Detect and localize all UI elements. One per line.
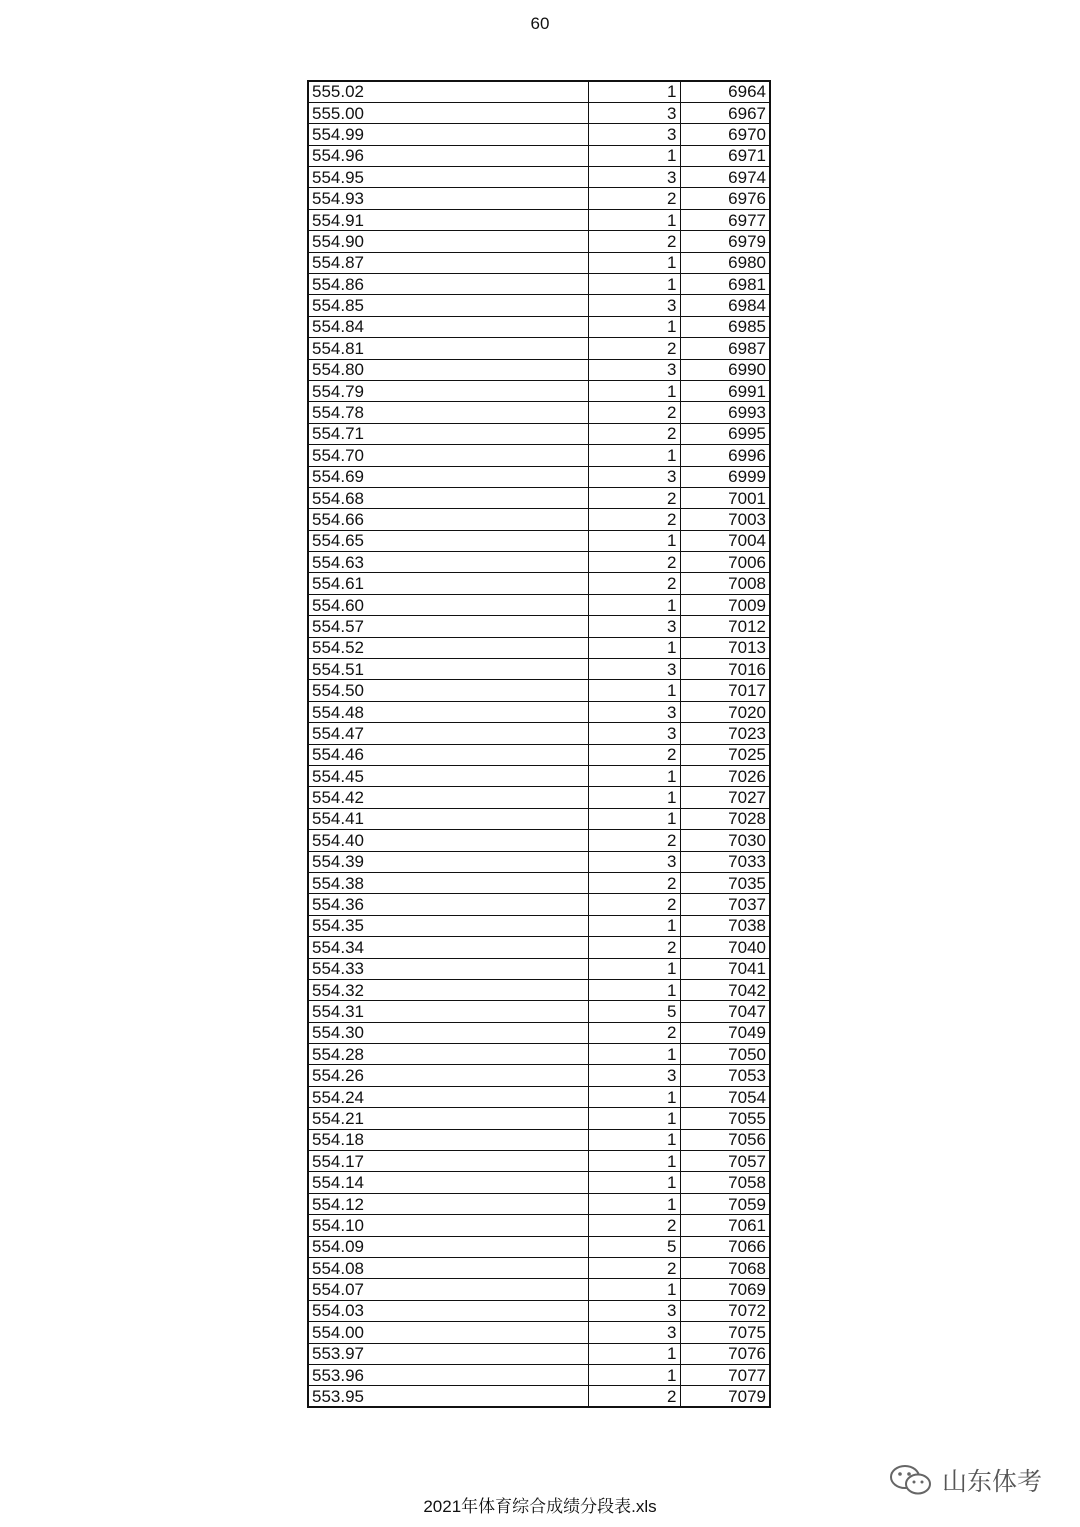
cumulative-cell: 7028 [680, 808, 770, 829]
score-cell: 554.79 [308, 380, 588, 401]
cumulative-cell: 6985 [680, 316, 770, 337]
cumulative-cell: 7069 [680, 1279, 770, 1300]
score-cell: 554.86 [308, 274, 588, 295]
table-row [308, 552, 770, 573]
cumulative-cell: 7003 [680, 509, 770, 530]
cumulative-cell: 6984 [680, 295, 770, 316]
count-cell: 2 [588, 1386, 680, 1407]
score-cell: 554.33 [308, 958, 588, 979]
cumulative-cell: 7025 [680, 744, 770, 765]
table-row [308, 872, 770, 893]
count-cell: 2 [588, 872, 680, 893]
count-cell: 1 [588, 1108, 680, 1129]
cumulative-cell: 7009 [680, 594, 770, 615]
table-row [308, 1300, 770, 1321]
cumulative-cell: 7038 [680, 915, 770, 936]
score-cell: 554.45 [308, 766, 588, 787]
table-row [308, 295, 770, 316]
table-row [308, 1044, 770, 1065]
cumulative-cell: 7079 [680, 1386, 770, 1407]
table-row [308, 338, 770, 359]
cumulative-cell: 7076 [680, 1343, 770, 1364]
cumulative-cell: 7008 [680, 573, 770, 594]
score-cell: 554.36 [308, 894, 588, 915]
cumulative-cell: 7066 [680, 1236, 770, 1257]
cumulative-cell: 6991 [680, 380, 770, 401]
cumulative-cell: 6976 [680, 188, 770, 209]
cumulative-cell: 6964 [680, 81, 770, 102]
cumulative-cell: 7061 [680, 1215, 770, 1236]
cumulative-cell: 6990 [680, 359, 770, 380]
count-cell: 1 [588, 1129, 680, 1150]
table-row [308, 124, 770, 145]
count-cell: 1 [588, 1151, 680, 1172]
cumulative-cell: 6977 [680, 209, 770, 230]
score-cell: 554.21 [308, 1108, 588, 1129]
score-cell: 554.41 [308, 808, 588, 829]
table-row [308, 594, 770, 615]
score-cell: 554.07 [308, 1279, 588, 1300]
score-cell: 554.70 [308, 445, 588, 466]
table-row [308, 744, 770, 765]
table-row [308, 167, 770, 188]
table-row [308, 1236, 770, 1257]
score-cell: 554.32 [308, 979, 588, 1000]
cumulative-cell: 6974 [680, 167, 770, 188]
score-cell: 554.35 [308, 915, 588, 936]
table-row [308, 1364, 770, 1385]
count-cell: 3 [588, 359, 680, 380]
count-cell: 1 [588, 1343, 680, 1364]
cumulative-cell: 7075 [680, 1322, 770, 1343]
cumulative-cell: 7035 [680, 872, 770, 893]
cumulative-cell: 7041 [680, 958, 770, 979]
score-cell: 554.87 [308, 252, 588, 273]
table-row [308, 915, 770, 936]
table-row [308, 701, 770, 722]
table-row [308, 102, 770, 123]
cumulative-cell: 6979 [680, 231, 770, 252]
cumulative-cell: 6970 [680, 124, 770, 145]
table-row [308, 466, 770, 487]
table-row [308, 81, 770, 102]
table-row [308, 1257, 770, 1278]
cumulative-cell: 7004 [680, 530, 770, 551]
count-cell: 1 [588, 915, 680, 936]
score-cell: 554.17 [308, 1151, 588, 1172]
cumulative-cell: 7049 [680, 1022, 770, 1043]
score-cell: 554.38 [308, 872, 588, 893]
cumulative-cell: 7057 [680, 1151, 770, 1172]
count-cell: 1 [588, 530, 680, 551]
count-cell: 1 [588, 252, 680, 273]
cumulative-cell: 7026 [680, 766, 770, 787]
table-row [308, 231, 770, 252]
score-cell: 554.42 [308, 787, 588, 808]
table-row [308, 808, 770, 829]
score-cell: 554.47 [308, 723, 588, 744]
cumulative-cell: 7016 [680, 659, 770, 680]
cumulative-cell: 6981 [680, 274, 770, 295]
cumulative-cell: 6996 [680, 445, 770, 466]
table-row [308, 937, 770, 958]
score-cell: 554.28 [308, 1044, 588, 1065]
cumulative-cell: 7033 [680, 851, 770, 872]
watermark-text: 山东体考 [942, 1468, 1043, 1496]
table-row [308, 423, 770, 444]
wechat-icon [888, 1463, 934, 1497]
count-cell: 3 [588, 1065, 680, 1086]
count-cell: 2 [588, 1257, 680, 1278]
table-row [308, 188, 770, 209]
table-row [308, 1386, 770, 1407]
count-cell: 1 [588, 637, 680, 658]
count-cell: 3 [588, 723, 680, 744]
table-row [308, 616, 770, 637]
table-row [308, 979, 770, 1000]
table-row [308, 680, 770, 701]
count-cell: 3 [588, 701, 680, 722]
score-cell: 554.39 [308, 851, 588, 872]
score-cell: 553.95 [308, 1386, 588, 1407]
table-row [308, 209, 770, 230]
page-number: 60 [530, 14, 550, 33]
count-cell: 1 [588, 1193, 680, 1214]
table-row [308, 1108, 770, 1129]
count-cell: 1 [588, 958, 680, 979]
table-row [308, 1172, 770, 1193]
score-cell: 554.18 [308, 1129, 588, 1150]
count-cell: 1 [588, 1279, 680, 1300]
cumulative-cell: 7012 [680, 616, 770, 637]
count-cell: 3 [588, 1322, 680, 1343]
table-row [308, 380, 770, 401]
cumulative-cell: 6999 [680, 466, 770, 487]
cumulative-cell: 7053 [680, 1065, 770, 1086]
score-cell: 554.93 [308, 188, 588, 209]
score-cell: 554.95 [308, 167, 588, 188]
score-cell: 554.68 [308, 487, 588, 508]
table-row [308, 316, 770, 337]
count-cell: 3 [588, 1300, 680, 1321]
cumulative-cell: 7030 [680, 830, 770, 851]
count-cell: 2 [588, 487, 680, 508]
cumulative-cell: 7068 [680, 1257, 770, 1278]
count-cell: 3 [588, 659, 680, 680]
cumulative-cell: 7020 [680, 701, 770, 722]
count-cell: 1 [588, 209, 680, 230]
count-cell: 1 [588, 1086, 680, 1107]
cumulative-cell: 6971 [680, 145, 770, 166]
count-cell: 5 [588, 1236, 680, 1257]
count-cell: 1 [588, 81, 680, 102]
score-cell: 554.34 [308, 937, 588, 958]
cumulative-cell: 6995 [680, 423, 770, 444]
cumulative-cell: 7017 [680, 680, 770, 701]
table-row [308, 787, 770, 808]
table-row [308, 359, 770, 380]
score-cell: 554.66 [308, 509, 588, 530]
cumulative-cell: 6980 [680, 252, 770, 273]
score-cell: 554.91 [308, 209, 588, 230]
count-cell: 2 [588, 830, 680, 851]
score-cell: 554.14 [308, 1172, 588, 1193]
table-row [308, 1129, 770, 1150]
score-cell: 554.00 [308, 1322, 588, 1343]
cumulative-cell: 7047 [680, 1001, 770, 1022]
score-cell: 554.90 [308, 231, 588, 252]
cumulative-cell: 7058 [680, 1172, 770, 1193]
score-cell: 555.00 [308, 102, 588, 123]
count-cell: 2 [588, 744, 680, 765]
cumulative-cell: 7027 [680, 787, 770, 808]
cumulative-cell: 6967 [680, 102, 770, 123]
cumulative-cell: 7001 [680, 487, 770, 508]
cumulative-cell: 7056 [680, 1129, 770, 1150]
count-cell: 1 [588, 145, 680, 166]
score-cell: 554.80 [308, 359, 588, 380]
count-cell: 1 [588, 1364, 680, 1385]
table-row [308, 509, 770, 530]
count-cell: 2 [588, 338, 680, 359]
table-row [308, 659, 770, 680]
score-cell: 554.52 [308, 637, 588, 658]
count-cell: 1 [588, 380, 680, 401]
cumulative-cell: 7006 [680, 552, 770, 573]
count-cell: 3 [588, 102, 680, 123]
count-cell: 1 [588, 1172, 680, 1193]
score-cell: 554.65 [308, 530, 588, 551]
table-row [308, 851, 770, 872]
count-cell: 3 [588, 851, 680, 872]
score-cell: 554.61 [308, 573, 588, 594]
score-cell: 554.57 [308, 616, 588, 637]
score-cell: 554.31 [308, 1001, 588, 1022]
count-cell: 2 [588, 402, 680, 423]
score-cell: 554.96 [308, 145, 588, 166]
table-row [308, 573, 770, 594]
count-cell: 3 [588, 616, 680, 637]
score-cell: 554.24 [308, 1086, 588, 1107]
cumulative-cell: 7042 [680, 979, 770, 1000]
count-cell: 1 [588, 274, 680, 295]
score-cell: 554.26 [308, 1065, 588, 1086]
cumulative-cell: 7072 [680, 1300, 770, 1321]
score-cell: 554.81 [308, 338, 588, 359]
count-cell: 2 [588, 894, 680, 915]
table-row [308, 830, 770, 851]
count-cell: 2 [588, 188, 680, 209]
count-cell: 1 [588, 808, 680, 829]
cumulative-cell: 7054 [680, 1086, 770, 1107]
table-row [308, 1215, 770, 1236]
table-row [308, 1193, 770, 1214]
score-cell: 554.10 [308, 1215, 588, 1236]
table-row [308, 894, 770, 915]
table-row [308, 145, 770, 166]
table-row [308, 1322, 770, 1343]
count-cell: 3 [588, 167, 680, 188]
score-cell: 554.99 [308, 124, 588, 145]
count-cell: 2 [588, 1215, 680, 1236]
cumulative-cell: 7040 [680, 937, 770, 958]
table-row [308, 1001, 770, 1022]
table-body [308, 81, 770, 1407]
watermark [888, 1462, 1042, 1498]
table-row [308, 530, 770, 551]
cumulative-cell: 7037 [680, 894, 770, 915]
score-cell: 554.51 [308, 659, 588, 680]
count-cell: 2 [588, 552, 680, 573]
cumulative-cell: 7023 [680, 723, 770, 744]
count-cell: 5 [588, 1001, 680, 1022]
score-cell: 553.97 [308, 1343, 588, 1364]
table-row [308, 402, 770, 423]
table-row [308, 766, 770, 787]
score-cell: 553.96 [308, 1364, 588, 1385]
table-row [308, 1279, 770, 1300]
count-cell: 1 [588, 680, 680, 701]
count-cell: 2 [588, 423, 680, 444]
score-cell: 554.50 [308, 680, 588, 701]
count-cell: 1 [588, 594, 680, 615]
count-cell: 2 [588, 231, 680, 252]
score-distribution-table [307, 80, 771, 1408]
count-cell: 1 [588, 766, 680, 787]
count-cell: 1 [588, 787, 680, 808]
table-row [308, 274, 770, 295]
score-cell: 554.46 [308, 744, 588, 765]
count-cell: 3 [588, 124, 680, 145]
count-cell: 1 [588, 1044, 680, 1065]
count-cell: 3 [588, 466, 680, 487]
table-row [308, 1086, 770, 1107]
score-cell: 554.48 [308, 701, 588, 722]
table-row [308, 958, 770, 979]
table-row [308, 1065, 770, 1086]
score-cell: 554.03 [308, 1300, 588, 1321]
table-row [308, 1343, 770, 1364]
cumulative-cell: 7013 [680, 637, 770, 658]
score-cell: 554.84 [308, 316, 588, 337]
count-cell: 2 [588, 1022, 680, 1043]
score-cell: 554.30 [308, 1022, 588, 1043]
count-cell: 2 [588, 937, 680, 958]
count-cell: 1 [588, 979, 680, 1000]
cumulative-cell: 7050 [680, 1044, 770, 1065]
score-cell: 554.09 [308, 1236, 588, 1257]
score-cell: 554.69 [308, 466, 588, 487]
table-row [308, 723, 770, 744]
score-cell: 554.63 [308, 552, 588, 573]
count-cell: 2 [588, 509, 680, 530]
cumulative-cell: 7077 [680, 1364, 770, 1385]
file-name-footer: 2021年体育综合成绩分段表.xls [423, 1497, 657, 1516]
cumulative-cell: 7055 [680, 1108, 770, 1129]
score-cell: 554.78 [308, 402, 588, 423]
table-row [308, 637, 770, 658]
cumulative-cell: 7059 [680, 1193, 770, 1214]
count-cell: 3 [588, 295, 680, 316]
score-cell: 554.08 [308, 1257, 588, 1278]
table-row [308, 1022, 770, 1043]
score-cell: 554.60 [308, 594, 588, 615]
count-cell: 2 [588, 573, 680, 594]
table-row [308, 252, 770, 273]
score-cell: 554.12 [308, 1193, 588, 1214]
table-row [308, 487, 770, 508]
score-cell: 555.02 [308, 81, 588, 102]
table-row [308, 1151, 770, 1172]
cumulative-cell: 6987 [680, 338, 770, 359]
score-cell: 554.71 [308, 423, 588, 444]
count-cell: 1 [588, 445, 680, 466]
score-cell: 554.85 [308, 295, 588, 316]
count-cell: 1 [588, 316, 680, 337]
score-cell: 554.40 [308, 830, 588, 851]
table-row [308, 445, 770, 466]
cumulative-cell: 6993 [680, 402, 770, 423]
